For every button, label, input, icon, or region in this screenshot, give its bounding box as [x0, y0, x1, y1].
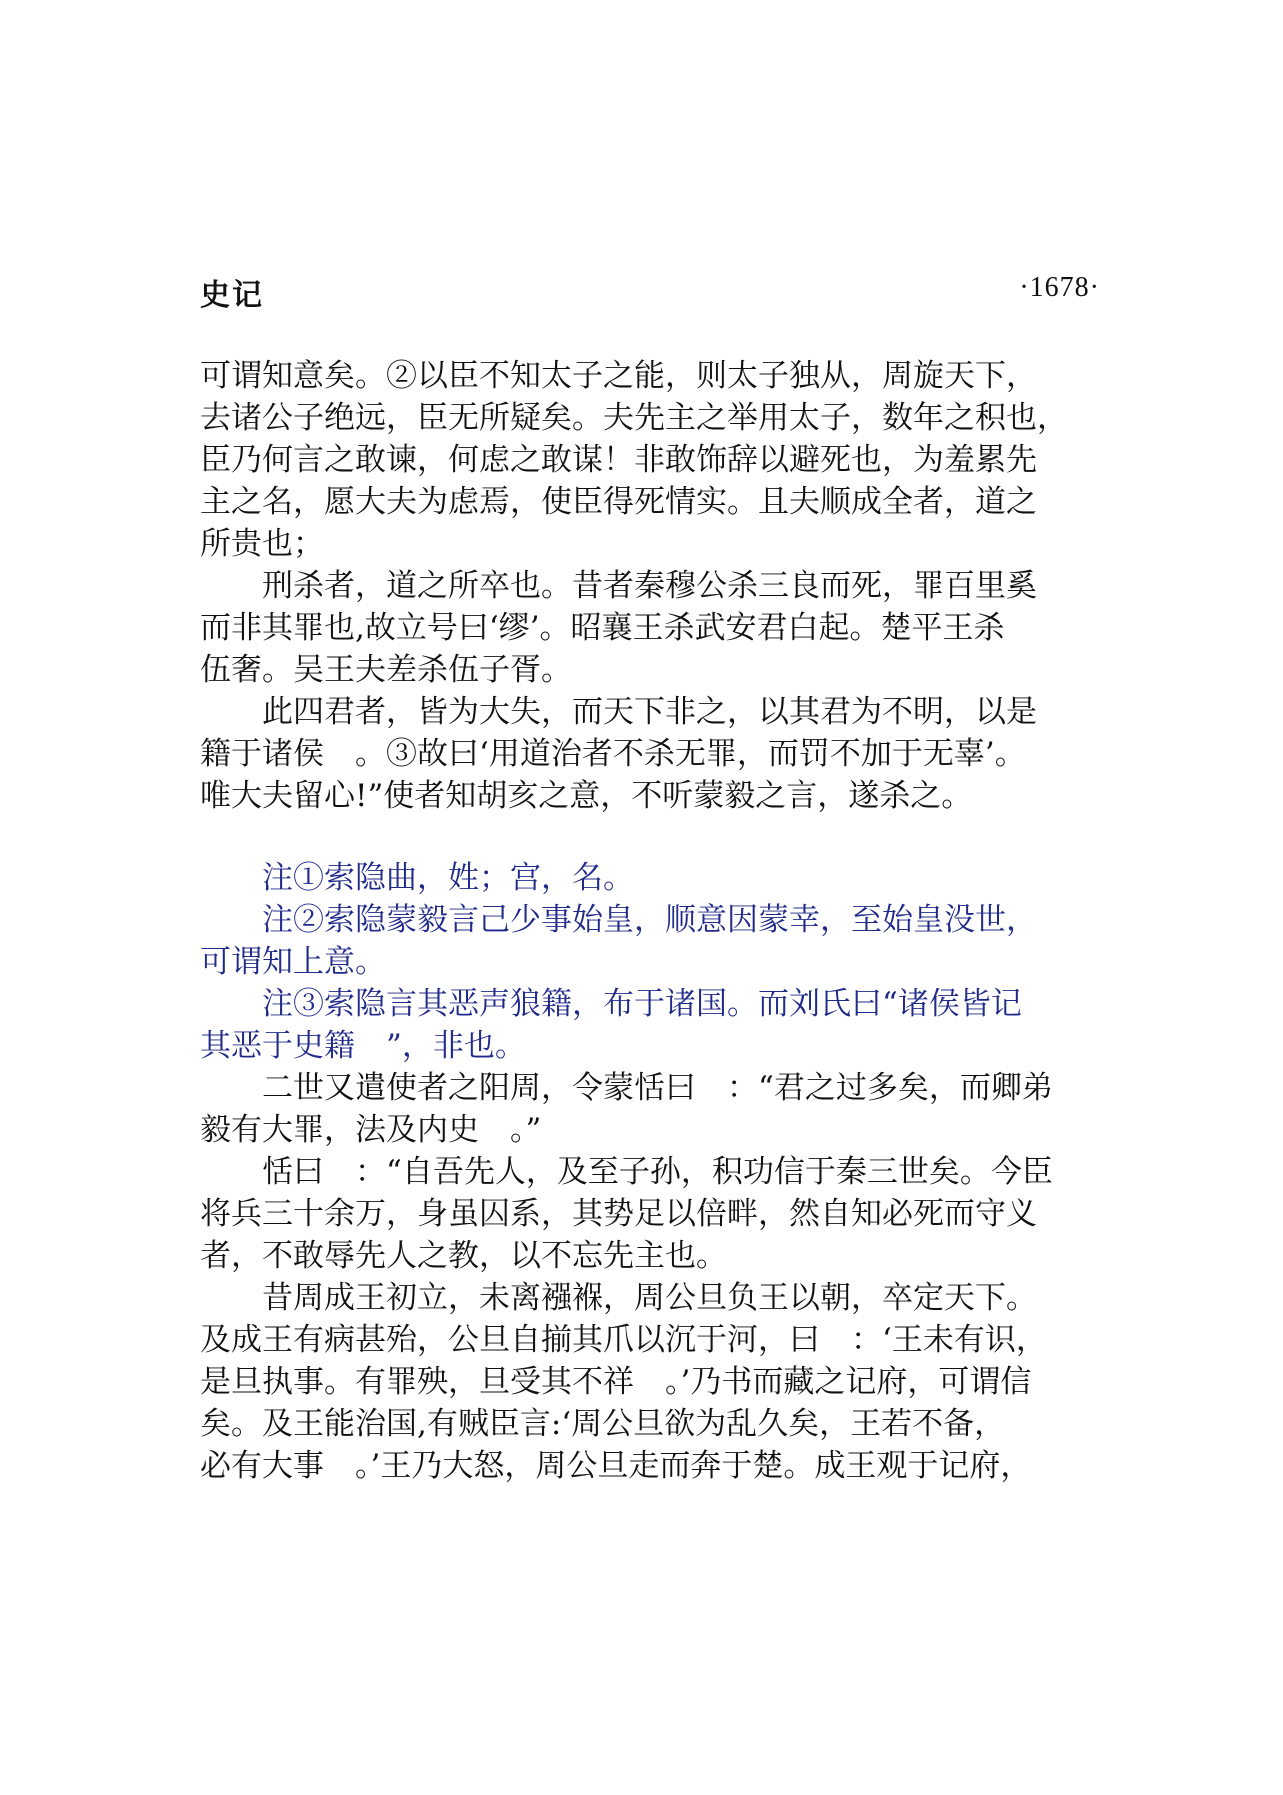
text-line: 毅有大罪，法及内史 。” [200, 1112, 542, 1148]
text-line: 及成王有病甚殆，公旦自揃其爪以沉于河，曰 ：‘王未有识， [200, 1322, 1047, 1358]
note-line: 其恶于史籍 ”，非也。 [200, 1028, 526, 1064]
text-line: 臣乃何言之敢谏，何虑之敢谋！非敢饰辞以避死也，为羞累先 [200, 442, 1037, 478]
notes-block [200, 857, 1100, 1067]
text-line: 所贵也； [200, 526, 324, 562]
book-title: 史记 [200, 278, 264, 313]
text-line: 籍于诸侯 。③故曰‘用道治者不杀无罪，而罚不加于无辜’。 [200, 736, 1026, 772]
text-line: 恬曰 ：“自吾先人，及至子孙，积功信于秦三世矣。今臣 [200, 1154, 1053, 1190]
paragraph-gap [200, 817, 1100, 857]
text-line: 矣。及王能治国,有贼臣言:‘周公旦欲为乱久矣，王若不备， [200, 1406, 1006, 1442]
text-line: 此四君者，皆为大失，而天下非之，以其君为不明，以是 [200, 694, 1037, 730]
note-line: 注③索隐言其恶声狼籍，布于诸国。而刘氏曰“诸侯皆记 [200, 986, 1022, 1022]
text-line: 将兵三十余万，身虽囚系，其势足以倍畔，然自知必死而守义 [200, 1196, 1037, 1232]
text-line: 二世又遣使者之阳周，令蒙恬曰 ：“君之过多矣，而卿弟 [200, 1070, 1053, 1106]
continuation-text-block [200, 1067, 1100, 1487]
main-text-block [200, 355, 1100, 817]
text-line: 伍奢。吴王夫差杀伍子胥。 [200, 652, 572, 688]
text-line: 可谓知意矣。②以臣不知太子之能，则太子独从，周旋天下， [200, 358, 1037, 394]
text-line: 而非其罪也,故立号曰‘缪’。昭襄王杀武安君白起。楚平王杀 [200, 610, 1005, 646]
text-line: 者，不敢辱先人之教，以不忘先主也。 [200, 1238, 727, 1274]
text-line: 唯大夫留心!”使者知胡亥之意，不听蒙毅之言，遂杀之。 [200, 778, 973, 814]
text-line: 是旦执事。有罪殃，旦受其不祥 。’乃书而藏之记府，可谓信 [200, 1364, 1032, 1400]
note-line: 可谓知上意。 [200, 944, 386, 980]
text-line: 必有大事 。’王乃大怒，周公旦走而奔于楚。成王观于记府， [200, 1448, 1032, 1484]
text-line: 昔周成王初立，未离襁褓，周公旦负王以朝，卒定天下。 [200, 1280, 1037, 1316]
note-line: 注②索隐蒙毅言己少事始皇，顺意因蒙幸，至始皇没世， [200, 902, 1037, 938]
page-body [200, 355, 1100, 1487]
page-number: ·1678· [1019, 272, 1100, 303]
text-line: 主之名，愿大夫为虑焉，使臣得死情实。且夫顺成全者，道之 [200, 484, 1037, 520]
text-line: 去诸公子绝远，臣无所疑矣。夫先主之举用太子，数年之积也， [200, 400, 1068, 436]
note-line: 注①索隐曲，姓；宫，名。 [200, 860, 634, 896]
text-line: 刑杀者，道之所卒也。昔者秦穆公杀三良而死，罪百里奚 [200, 568, 1037, 604]
page-header [200, 270, 1100, 313]
